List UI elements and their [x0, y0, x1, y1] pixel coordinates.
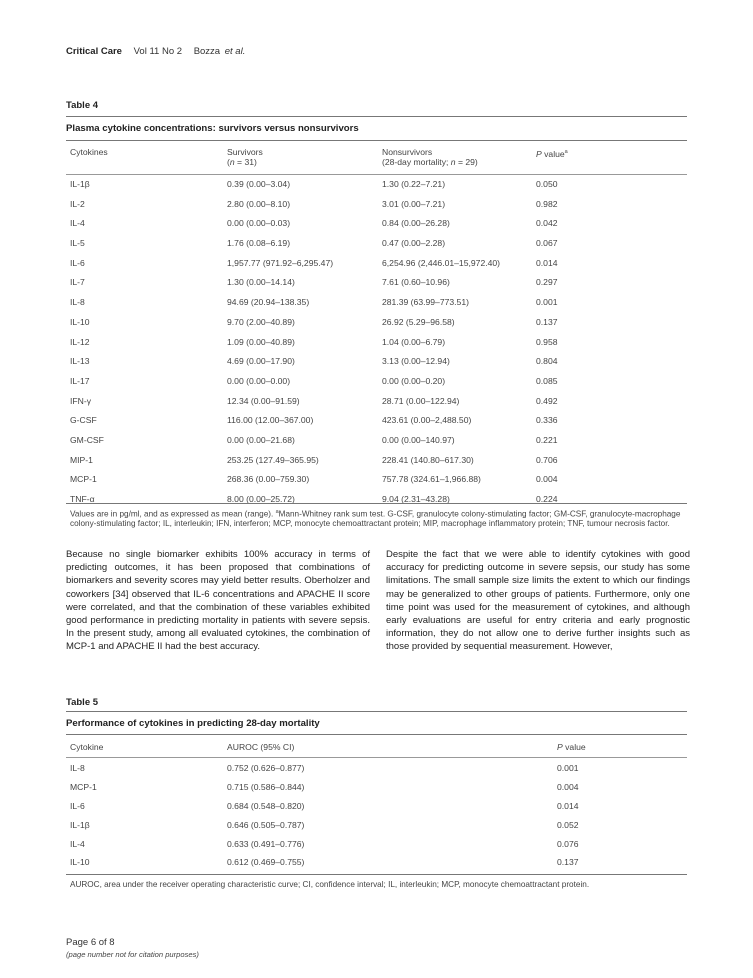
running-head [66, 46, 245, 57]
table5-cell-p-value: 0.137 [557, 857, 579, 868]
table5-row [66, 796, 687, 815]
table4-cell-p-value: 0.224 [536, 494, 558, 504]
table4-cell-survivors: 9.70 (2.00–40.89) [227, 316, 295, 327]
table4-cell-nonsurvivors: 281.39 (63.99–773.51) [382, 297, 469, 308]
table5-title-rule [66, 734, 687, 735]
table4-cell-nonsurvivors: 3.13 (0.00–12.94) [382, 356, 450, 367]
table4-cell-p-value: 0.085 [536, 375, 558, 386]
table5-title: Performance of cytokines in predicting 28-day mortality [66, 718, 320, 729]
author-name: Bozza [193, 46, 221, 57]
table4-cell-nonsurvivors: 0.47 (0.00–2.28) [382, 238, 446, 249]
table4-cell-survivors: 0.00 (0.00–21.68) [227, 434, 295, 445]
table4-cell-cytokine: G-CSF [70, 415, 97, 426]
table4-cell-cytokine: IL-7 [70, 277, 85, 288]
survivors-n-value: = 31) [234, 157, 257, 167]
table5-cell-p-value: 0.004 [557, 781, 579, 792]
table4-cell-p-value: 0.982 [536, 198, 558, 209]
table4-cell-nonsurvivors: 757.78 (324.61–1,966.88) [382, 474, 481, 485]
table5-row [66, 777, 687, 796]
table4-cell-survivors: 1.30 (0.00–14.14) [227, 277, 295, 288]
journal-volume: Vol 11 No 2 [133, 46, 183, 57]
table5-cell-p-value: 0.076 [557, 838, 579, 849]
table4-row [66, 253, 687, 273]
table4-cell-nonsurvivors: 3.01 (0.00–7.21) [382, 198, 446, 209]
table4-cell-p-value: 0.050 [536, 179, 558, 189]
table4-cell-cytokine: IL-5 [70, 238, 85, 249]
table4-cell-survivors: 0.00 (0.00–0.00) [227, 375, 291, 386]
survivors-n-symbol: n [229, 157, 235, 167]
table5-cell-auroc: 0.612 (0.469–0.755) [227, 857, 305, 868]
table4-cell-p-value: 0.706 [536, 454, 558, 465]
p-symbol: P [557, 742, 563, 752]
table5-cell-p-value: 0.014 [557, 800, 579, 811]
table4-cell-survivors: 8.00 (0.00–25.72) [227, 494, 295, 504]
table4-cell-nonsurvivors: 6,254.96 (2,446.01–15,972.40) [382, 257, 501, 268]
journal-name: Critical Care [66, 46, 122, 57]
table4-cell-cytokine: IL-17 [70, 375, 90, 386]
table5-cell-auroc: 0.752 (0.626–0.877) [227, 763, 305, 773]
table4-cell-cytokine: TNF-α [70, 494, 95, 504]
table4-row [66, 194, 687, 214]
table5-row [66, 758, 687, 777]
table4-cell-nonsurvivors: 0.84 (0.00–26.28) [382, 218, 450, 229]
body-paragraph-left: Because no single biomarker exhibits 100% accuracy in terms of predicting outcomes, it has been proposed that combinations of biomarkers and severity scores may yield better results. Oberholzer and coworkers [34] observed that IL-6 concentrations and APACHE II score were correlated, and that the combination of these variables exhibited good performance in predicting mortality in patients with severe sepsis. In the present study, among all evaluated cytokines, the combination of MCP-1 and APACHE II had the best accuracy. [66, 549, 370, 653]
table4-cell-p-value: 0.001 [536, 297, 558, 308]
table5-row [66, 815, 687, 834]
table4-title-rule [66, 140, 687, 141]
table4-cell-nonsurvivors: 7.61 (0.60–10.96) [382, 277, 450, 288]
table4-cell-p-value: 0.014 [536, 257, 558, 268]
table4-footnote [70, 508, 690, 528]
table4-cell-p-value: 0.958 [536, 336, 558, 347]
table4-cell-p-value: 0.336 [536, 415, 558, 426]
table4-cell-cytokine: IL-4 [70, 218, 85, 229]
table5-cell-auroc: 0.646 (0.505–0.787) [227, 819, 305, 830]
table4-footnote-abbreviations: Mann-Whitney rank sum test. G-CSF, granulocyte colony-stimulating factor; GM-CSF, granulocyte-macrophage colony-stimulating factor; IL, interleukin; IFN, interferon; MCP, monocyte chemoattractant protein; MIP, macrophage inflammatory protein; TNF, tumour necrosis factor. [70, 509, 681, 529]
table4-header-cytokines: Cytokines [70, 147, 108, 157]
table4-cell-cytokine: IL-8 [70, 297, 85, 308]
table4-cell-nonsurvivors: 423.61 (0.00–2,488.50) [382, 415, 472, 426]
table5-cell-cytokine: IL-8 [70, 763, 85, 773]
table4-cell-nonsurvivors: 1.04 (0.00–6.79) [382, 336, 446, 347]
table4-row [66, 233, 687, 253]
table5-cell-cytokine: IL-10 [70, 857, 90, 868]
table4-header-p-value [536, 147, 568, 159]
table4-cell-nonsurvivors: 0.00 (0.00–0.20) [382, 375, 446, 386]
p-value-footnote-marker: a [564, 149, 568, 155]
table4-cell-cytokine: GM-CSF [70, 434, 104, 445]
table4-title: Plasma cytokine concentrations: survivors versus nonsurvivors [66, 123, 359, 134]
table4-cell-cytokine: IL-13 [70, 356, 90, 367]
table4-row [66, 332, 687, 352]
table4-cell-cytokine: IL-12 [70, 336, 90, 347]
p-symbol: P [536, 148, 542, 159]
table4-cell-survivors: 12.34 (0.00–91.59) [227, 395, 300, 406]
table5-footnote: AUROC, area under the receiver operating characteristic curve; CI, confidence interval; IL, interleukin; MCP, monocyte chemoattractant protein. [70, 880, 590, 889]
author-et-al: et al. [224, 46, 246, 57]
table4-header-nonsurvivors [382, 147, 478, 167]
table5-row [66, 834, 687, 853]
body-paragraph-right: Despite the fact that we were able to identify cytokines with good accuracy for predicting outcome in severe sepsis, our study has some limitations. The small sample size limits the extent to which our findings may be generalized to other groups of patients. Furthermore, only one time point was used for the measurement of cytokines, and although early evaluations are useful for entry criteria and early prognostic information, they do not allow one to derive further insights such as those provided by sequential measurement. However, [386, 549, 690, 653]
table5-row [66, 852, 687, 871]
table4-cell-p-value: 0.042 [536, 218, 558, 229]
table4-cell-nonsurvivors: 228.41 (140.80–617.30) [382, 454, 474, 465]
table4-cell-survivors: 1.09 (0.00–40.89) [227, 336, 295, 347]
table4-footnote-marker: a [275, 509, 279, 515]
table4-row [66, 469, 687, 489]
table5-header [66, 742, 687, 758]
survivors-label: Survivors [227, 147, 263, 157]
table5-cell-auroc: 0.715 (0.586–0.844) [227, 781, 305, 792]
table4-cell-cytokine: IL-6 [70, 257, 85, 268]
nonsurvivors-n-symbol: n [450, 157, 456, 167]
table4-row [66, 292, 687, 312]
table4-row [66, 410, 687, 430]
table5 [66, 742, 687, 871]
table4-cell-cytokine: MCP-1 [70, 474, 97, 485]
table4 [66, 147, 687, 509]
table4-row [66, 430, 687, 450]
table4-row [66, 174, 687, 194]
table4-cell-p-value: 0.804 [536, 356, 558, 367]
table4-cell-p-value: 0.221 [536, 434, 558, 445]
table4-row [66, 450, 687, 470]
table4-cell-survivors: 268.36 (0.00–759.30) [227, 474, 310, 485]
table4-row [66, 371, 687, 391]
table5-cell-auroc: 0.633 (0.491–0.776) [227, 838, 305, 849]
table5-cell-cytokine: MCP-1 [70, 781, 97, 792]
p-value-label: value [562, 742, 586, 752]
table4-cell-nonsurvivors: 1.30 (0.22–7.21) [382, 179, 446, 189]
table4-cell-p-value: 0.067 [536, 238, 558, 249]
table4-cell-survivors: 1.76 (0.08–6.19) [227, 238, 291, 249]
table4-cell-p-value: 0.137 [536, 316, 558, 327]
table5-cell-cytokine: IL-4 [70, 838, 85, 849]
table4-cell-cytokine: IL-1β [70, 179, 90, 189]
table5-cell-p-value: 0.001 [557, 763, 579, 773]
table4-cell-cytokine: IL-2 [70, 198, 85, 209]
table4-bottom-rule [66, 503, 687, 504]
table4-cell-survivors: 0.39 (0.00–3.04) [227, 179, 291, 189]
table4-cell-survivors: 2.80 (0.00–8.10) [227, 198, 291, 209]
table4-cell-survivors: 253.25 (127.49–365.95) [227, 454, 319, 465]
table4-cell-cytokine: MIP-1 [70, 454, 93, 465]
nonsurvivors-n-prefix: (28-day mortality; [382, 157, 451, 167]
table4-top-rule [66, 116, 687, 117]
table5-header-cytokine: Cytokine [70, 742, 104, 752]
table4-cell-nonsurvivors: 9.04 (2.31–43.28) [382, 494, 450, 504]
table5-label: Table 5 [66, 697, 99, 708]
table5-bottom-rule [66, 874, 687, 875]
table4-cell-p-value: 0.492 [536, 395, 558, 406]
table5-header-auroc: AUROC (95% CI) [227, 742, 295, 752]
table5-cell-cytokine: IL-1β [70, 819, 90, 830]
nonsurvivors-n-value: = 29) [455, 157, 478, 167]
table4-cell-nonsurvivors: 28.71 (0.00–122.94) [382, 395, 460, 406]
table5-cell-p-value: 0.052 [557, 819, 579, 830]
page-number: Page 6 of 8 [66, 937, 115, 948]
table4-body [66, 174, 687, 509]
nonsurvivors-label: Nonsurvivors [382, 147, 433, 157]
table4-row [66, 312, 687, 332]
table4-cell-survivors: 1,957.77 (971.92–6,295.47) [227, 257, 334, 268]
table4-cell-p-value: 0.297 [536, 277, 558, 288]
table4-cell-cytokine: IL-10 [70, 316, 90, 327]
p-value-label: value [541, 148, 565, 159]
table4-cell-p-value: 0.004 [536, 474, 558, 485]
survivors-n-prefix: ( [227, 157, 230, 167]
table4-row [66, 391, 687, 411]
table5-body [66, 758, 687, 871]
table4-cell-survivors: 94.69 (20.94–138.35) [227, 297, 310, 308]
table4-cell-nonsurvivors: 26.92 (5.29–96.58) [382, 316, 455, 327]
table4-cell-survivors: 0.00 (0.00–0.03) [227, 218, 291, 229]
table4-cell-survivors: 4.69 (0.00–17.90) [227, 356, 295, 367]
table4-row [66, 351, 687, 371]
table4-cell-survivors: 116.00 (12.00–367.00) [227, 415, 314, 426]
table4-cell-cytokine: IFN-γ [70, 395, 92, 406]
table4-label: Table 4 [66, 100, 99, 111]
page-number-note: (page number not for citation purposes) [66, 950, 199, 959]
table5-header-p-value [557, 742, 586, 752]
table4-row [66, 272, 687, 292]
table5-cell-auroc: 0.684 (0.548–0.820) [227, 800, 305, 811]
table4-row [66, 213, 687, 233]
table5-top-rule [66, 711, 687, 712]
table4-cell-nonsurvivors: 0.00 (0.00–140.97) [382, 434, 455, 445]
table5-cell-cytokine: IL-6 [70, 800, 85, 811]
table4-header [66, 147, 687, 174]
table4-footnote-units: Values are in pg/ml, and as expressed as mean (range). [70, 509, 276, 519]
table4-row [66, 489, 687, 509]
table4-header-survivors [227, 147, 263, 167]
